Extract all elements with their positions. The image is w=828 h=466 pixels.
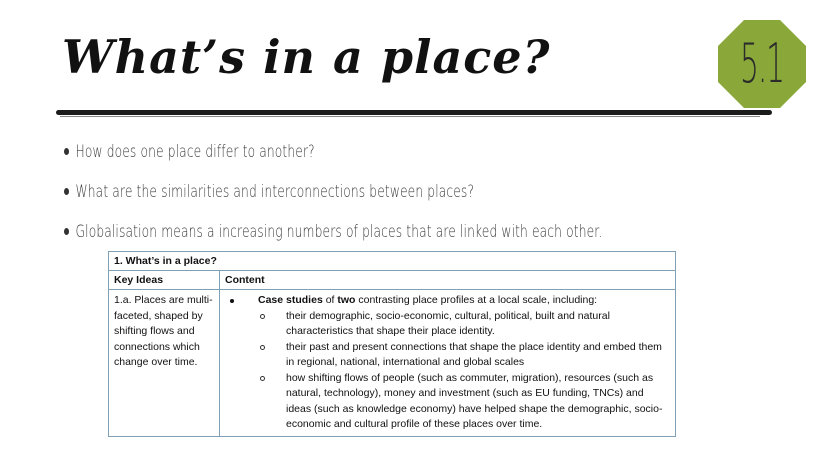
header-key-ideas: Key Ideas — [109, 271, 220, 290]
badge-number: 5.1 — [740, 32, 784, 95]
spec-table — [108, 251, 676, 437]
circle-bullet-icon — [260, 376, 265, 381]
circle-bullet-icon — [260, 345, 265, 350]
content-sub-item: their demographic, socio-economic, cultural, political, built and natural characteristics that shape their place identity. — [230, 309, 670, 340]
content-cell — [220, 290, 676, 437]
bullet-item: How does one place differ to another? — [64, 136, 602, 176]
bullet-item: Globalisation means a increasing numbers of places that are linked with each other. — [64, 216, 602, 256]
title-underline-shadow — [60, 116, 760, 117]
slide-title: What’s in a place? — [62, 30, 551, 84]
bullet-dot-icon — [230, 299, 234, 303]
content-sub-item: how shifting flows of people (such as commuter, migration), resources (such as natural, technology), money and investment (such as EU funding, TNCs) and ideas (such as knowledge economy) have helped shape the demographic, socio-economic and cultural profile of these places over time. — [230, 371, 670, 433]
table-section-row — [109, 252, 676, 271]
bullet-dot-icon — [64, 228, 69, 235]
key-idea-cell: 1.a. Places are multi-faceted, shaped by shifting flows and connections which change over time. — [109, 290, 220, 437]
table-header-row — [109, 271, 676, 290]
header-content: Content — [220, 271, 676, 290]
content-main-bullet: Case studies of two contrasting place profiles at a local scale, including: — [230, 293, 670, 309]
table-row — [109, 290, 676, 437]
bullet-dot-icon — [64, 188, 69, 195]
title-underline — [56, 110, 772, 115]
content-sub-item: their past and present connections that shape the place identity and embed them in regional, national, international and global scales — [230, 340, 670, 371]
table-section-title: 1. What’s in a place? — [109, 252, 676, 271]
bullet-dot-icon — [64, 148, 69, 155]
section-badge — [716, 18, 808, 110]
bullet-item: What are the similarities and interconnections between places? — [64, 176, 602, 216]
circle-bullet-icon — [260, 314, 265, 319]
bullet-list — [64, 136, 812, 256]
